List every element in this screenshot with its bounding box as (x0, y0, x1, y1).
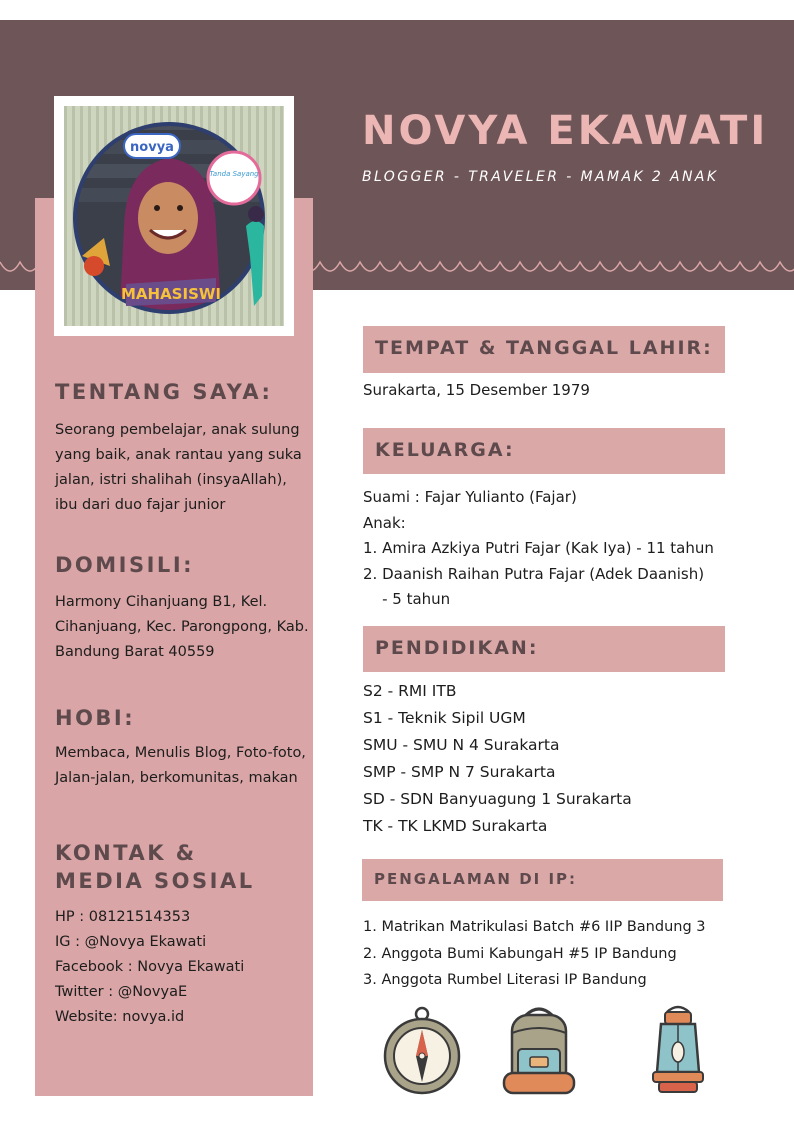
domicile-heading: DOMISILI: (55, 553, 195, 577)
photo-banner-text: MAHASISWI (120, 285, 222, 303)
family-text: Suami : Fajar Yulianto (Fajar) Anak: 1. Amira Azkiya Putri Fajar (Kak Iya) - 11 tahun 2. Daanish Raihan Putra Fajar (Adek Daanish) - 5 tahun (363, 488, 714, 608)
birth-text: Surakarta, 15 Desember 1979 (363, 381, 590, 399)
birth-heading-bar (363, 326, 725, 373)
photo-badge-circle: Tanda Sayang (209, 170, 259, 178)
hobby-text: Membaca, Menulis Blog, Foto-foto, Jalan-jalan, berkomunitas, makan (55, 745, 306, 786)
person-tagline: BLOGGER - TRAVELER - MAMAK 2 ANAK (362, 169, 719, 185)
contact-instagram: IG : @Novya Ekawati (55, 934, 207, 950)
education-heading-bar (363, 626, 725, 672)
profile-photo (64, 106, 284, 326)
domicile-text: Harmony Cihanjuang B1, Kel. Cihanjuang, Kec. Parongpong, Kab. Bandung Barat 40559 (55, 594, 309, 660)
contact-website: Website: novya.id (55, 1009, 185, 1025)
lantern-icon (645, 1002, 711, 1098)
education-heading: PENDIDIKAN: (375, 637, 539, 659)
experience-heading: PENGALAMAN DI IP: (374, 870, 578, 888)
contact-twitter: Twitter : @NovyaE (55, 984, 188, 1000)
about-text: Seorang pembelajar, anak sulung yang baik, anak rantau yang suka jalan, istri shalihah (insyaAllah), ibu dari duo fajar junior (55, 422, 302, 513)
birth-heading: TEMPAT & TANGGAL LAHIR: (375, 337, 713, 359)
photo-badge-top: novya (130, 140, 174, 155)
compass-icon (382, 1006, 462, 1096)
contact-text (55, 905, 244, 1030)
about-heading: TENTANG SAYA: (55, 380, 273, 404)
hobby-heading: HOBI: (55, 706, 136, 730)
experience-text: 1. Matrikan Matrikulasi Batch #6 IIP Bandung 3 2. Anggota Bumi KabungaH #5 IP Bandung 3. Anggota Rumbel Literasi IP Bandung (363, 919, 706, 988)
experience-heading-bar (362, 859, 723, 901)
backpack-icon (500, 1003, 578, 1099)
family-heading: KELUARGA: (375, 439, 515, 461)
person-name: NOVYA EKAWATI (362, 108, 769, 154)
contact-phone: HP : 08121514353 (55, 909, 191, 925)
contact-heading: KONTAK & MEDIA SOSIAL (55, 841, 255, 893)
profile-photo-frame (54, 96, 294, 336)
family-heading-bar (363, 428, 725, 474)
education-text: S2 - RMI ITB S1 - Teknik Sipil UGM SMU - SMU N 4 Surakarta SMP - SMP N 7 Surakarta SD - SDN Banyuagung 1 Surakarta TK - TK LKMD Surakarta (363, 682, 632, 835)
contact-facebook: Facebook : Novya Ekawati (55, 959, 245, 975)
